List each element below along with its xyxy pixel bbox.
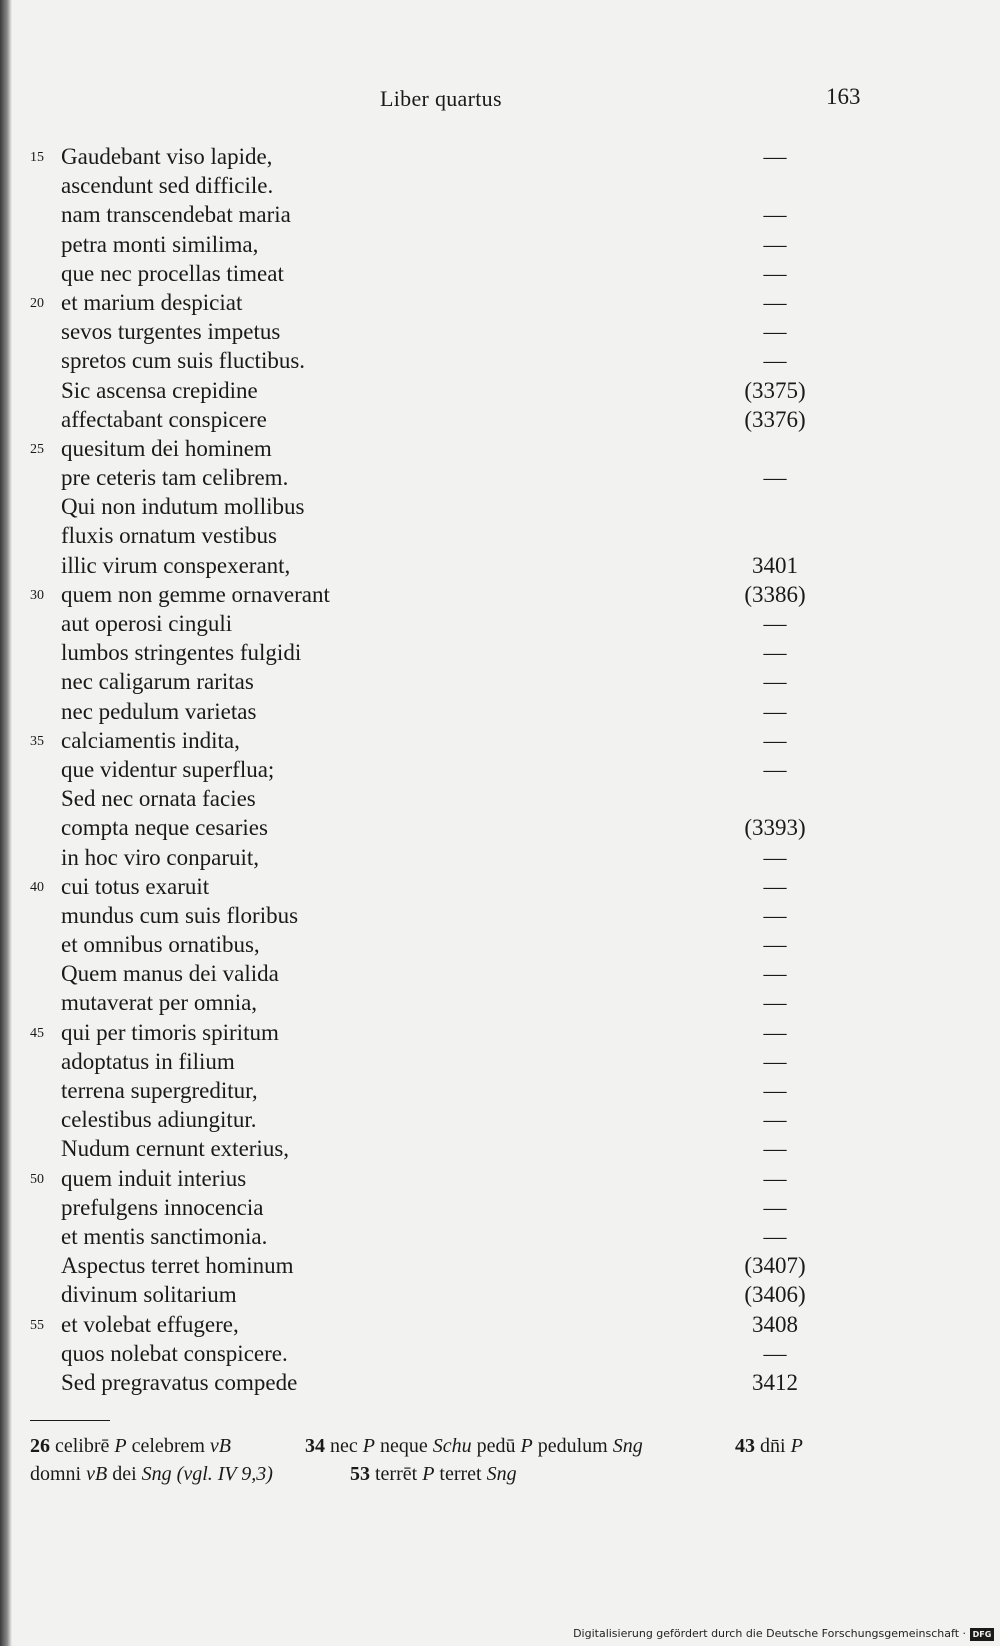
line-number: 20 [30, 295, 44, 311]
verse-text: cui totus exaruit [61, 873, 210, 899]
verse-text: pre ceteris tam celibrem. [61, 465, 289, 491]
verse-text: fluxis ornatum vestibus [61, 523, 277, 549]
note-siglum: P [790, 1435, 803, 1457]
note-reading: terrēt [375, 1463, 418, 1485]
line-number: 30 [30, 587, 44, 603]
apparatus-row [30, 1460, 870, 1488]
verse-text: qui per timoris spiritum [61, 1019, 279, 1045]
line-number: 25 [30, 441, 44, 457]
verse-line [30, 1368, 830, 1397]
verse-line [30, 1164, 830, 1193]
concordance-reference: — [763, 698, 787, 724]
concordance-reference: — [763, 231, 787, 257]
verse-text: et marium despiciat [61, 289, 243, 315]
line-number: 45 [30, 1025, 44, 1041]
concordance-reference: — [763, 260, 787, 286]
verse-line [30, 1310, 830, 1339]
verse-line [30, 230, 830, 259]
note-reading: terret [439, 1463, 482, 1485]
concordance-reference: 3412 [752, 1369, 798, 1395]
verse-line [30, 638, 830, 667]
concordance-reference: — [763, 727, 787, 753]
note-line-number: 34 [305, 1435, 325, 1457]
note-siglum: Sng (vgl. IV 9,3) [141, 1463, 273, 1485]
verse-text: que nec procellas timeat [61, 260, 284, 286]
verse-text: mutaverat per omnia, [61, 990, 258, 1016]
verse-line [30, 1222, 830, 1251]
running-header-title: Liber quartus [380, 86, 502, 111]
digitization-credit: Digitalisierung gefördert durch die Deutsche Forschungsgemeinschaft · [573, 1627, 966, 1640]
verse-text: et volebat effugere, [61, 1311, 239, 1337]
verse-text: lumbos stringentes fulgidi [61, 640, 302, 666]
verse-text: et omnibus ornatibus, [61, 932, 260, 958]
concordance-reference: — [763, 611, 787, 636]
note-reading: celibrē [55, 1435, 110, 1457]
note-siglum: vB [209, 1435, 231, 1457]
concordance-reference: — [763, 844, 787, 870]
verse-line [30, 1193, 830, 1222]
concordance-reference: (3393) [744, 815, 806, 841]
concordance-reference: — [763, 144, 787, 169]
note-line-number: 53 [350, 1463, 370, 1485]
verse-text: Gaudebant viso lapide, [61, 144, 273, 169]
note-reading: domni [30, 1463, 82, 1485]
verse-text: calciamentis indita, [61, 727, 240, 753]
verse-line [30, 317, 830, 346]
verse-line [30, 755, 830, 784]
concordance-reference: — [763, 1048, 787, 1074]
dfg-logo: DFG [970, 1628, 994, 1641]
line-number: 15 [30, 150, 44, 165]
concordance-reference: — [763, 319, 787, 345]
verse-line [30, 988, 830, 1017]
concordance-reference: (3376) [744, 406, 806, 432]
concordance-reference: — [763, 669, 787, 695]
verse-line [30, 288, 830, 317]
verse-text: quesitum dei hominem [61, 435, 272, 461]
verse-text: Nudum cernunt exterius, [61, 1136, 290, 1162]
verse-text: illic virum conspexerant, [61, 552, 291, 578]
verse-line [30, 1105, 830, 1134]
verse-line [30, 813, 830, 842]
verse-line [30, 521, 830, 550]
verse-line [30, 200, 830, 229]
apparatus-note-34 [305, 1432, 643, 1460]
verse-text: sevos turgentes impetus [61, 319, 281, 345]
apparatus-note-26 [30, 1432, 231, 1460]
verse-line [30, 784, 830, 813]
note-line-number: 43 [735, 1435, 755, 1457]
concordance-reference: — [763, 1107, 787, 1133]
verse-text: compta neque cesaries [61, 815, 268, 841]
verse-line [30, 1339, 830, 1368]
verse-text: prefulgens innocencia [61, 1194, 264, 1220]
note-reading: dei [112, 1463, 137, 1485]
verse-text: nec caligarum raritas [61, 669, 254, 695]
critical-apparatus [30, 1432, 870, 1488]
concordance-reference: — [763, 1194, 787, 1220]
concordance-reference: (3407) [744, 1253, 806, 1279]
note-siglum: Sng [486, 1463, 517, 1485]
note-reading: neque [379, 1435, 428, 1457]
verse-text: adoptatus in filium [61, 1048, 235, 1074]
concordance-reference: — [763, 756, 787, 782]
line-number: 35 [30, 733, 44, 749]
concordance-reference: — [763, 873, 787, 899]
concordance-reference: — [763, 1019, 787, 1045]
verse-line [30, 1076, 830, 1105]
concordance-reference: 3408 [752, 1311, 798, 1337]
note-reading: pedū [476, 1435, 516, 1457]
verse-text: in hoc viro conparuit, [61, 844, 260, 870]
verse-line [30, 1134, 830, 1163]
verse-line [30, 171, 830, 200]
verse-text: aut operosi cinguli [61, 611, 233, 636]
verse-line [30, 1018, 830, 1047]
concordance-reference: — [763, 289, 787, 315]
verse-text: Qui non indutum mollibus [61, 494, 305, 520]
verse-line [30, 1280, 830, 1309]
concordance-reference: (3375) [744, 377, 806, 403]
note-siglum: P [422, 1463, 435, 1485]
concordance-reference: — [763, 961, 787, 987]
note-reading: nec [330, 1435, 358, 1457]
verse-line [30, 376, 830, 405]
concordance-reference: (3386) [744, 581, 806, 607]
verse-text: divinum solitarium [61, 1282, 237, 1308]
verse-line [30, 492, 830, 521]
note-line-number: 26 [30, 1435, 50, 1457]
note-siglum: P [114, 1435, 127, 1457]
verse-list [30, 142, 830, 1397]
concordance-reference: — [763, 202, 787, 228]
line-number: 40 [30, 879, 44, 895]
page-binding-shadow [0, 0, 12, 1646]
concordance-reference: (3406) [744, 1282, 806, 1308]
concordance-reference: — [763, 465, 787, 491]
verse-line [30, 843, 830, 872]
concordance-reference: — [763, 1165, 787, 1191]
concordance-reference: — [763, 640, 787, 666]
verse-line [30, 872, 830, 901]
verse-text: Sed pregravatus compede [61, 1369, 298, 1395]
concordance-reference: — [763, 902, 787, 928]
verse-line [30, 434, 830, 463]
verse-text: Sic ascensa crepidine [61, 377, 258, 403]
concordance-reference: — [763, 1340, 787, 1366]
line-number: 55 [30, 1317, 44, 1333]
note-siglum: Sng [612, 1435, 643, 1457]
verse-line [30, 259, 830, 288]
apparatus-note-53 [350, 1460, 517, 1488]
note-siglum: P [520, 1435, 533, 1457]
concordance-reference: — [763, 990, 787, 1016]
verse-line [30, 901, 830, 930]
verse-text: mundus cum suis floribus [61, 902, 299, 928]
note-siglum: Schu [432, 1435, 472, 1457]
verse-line [30, 580, 830, 609]
note-reading: celebrem [131, 1435, 205, 1457]
footnote-divider [30, 1420, 110, 1421]
concordance-reference: — [763, 1078, 787, 1103]
verse-line [30, 142, 830, 171]
concordance-reference: — [763, 932, 787, 958]
verse-line [30, 930, 830, 959]
verse-text: quem induit interius [61, 1165, 247, 1191]
verse-line [30, 1047, 830, 1076]
verse-text: Quem manus dei valida [61, 961, 279, 987]
verse-line [30, 551, 830, 580]
verse-line [30, 697, 830, 726]
verse-line [30, 463, 830, 492]
verse-text: quos nolebat conspicere. [61, 1340, 288, 1366]
verse-line [30, 609, 830, 638]
verse-text: ascendunt sed difficile. [61, 173, 274, 199]
verse-text: Aspectus terret hominum [61, 1253, 294, 1279]
verse-line [30, 959, 830, 988]
concordance-reference: — [763, 1136, 787, 1162]
apparatus-note-43 [735, 1432, 803, 1460]
verse-text: et mentis sanctimonia. [61, 1223, 268, 1249]
verse-text: petra monti similima, [61, 231, 259, 257]
concordance-reference: — [763, 1223, 787, 1249]
apparatus-row [30, 1432, 870, 1460]
verse-line [30, 726, 830, 755]
verse-line [30, 667, 830, 696]
page-number: 163 [826, 84, 861, 109]
note-siglum: vB [86, 1463, 108, 1485]
concordance-reference: 3401 [752, 552, 798, 578]
line-number: 50 [30, 1171, 44, 1187]
verse-line [30, 1251, 830, 1280]
apparatus-note-43-continued [30, 1460, 273, 1488]
note-reading: pedulum [537, 1435, 608, 1457]
verse-text: celestibus adiungitur. [61, 1107, 257, 1133]
verse-line [30, 405, 830, 434]
verse-text: spretos cum suis fluctibus. [61, 348, 306, 374]
verse-text: terrena supergreditur, [61, 1078, 258, 1103]
concordance-reference: — [763, 348, 787, 374]
note-siglum: P [362, 1435, 375, 1457]
verse-text: nam transcendebat maria [61, 202, 291, 228]
verse-line [30, 346, 830, 375]
verse-text: nec pedulum varietas [61, 698, 257, 724]
note-reading: dn̄i [760, 1435, 786, 1457]
verse-text: quem non gemme ornaverant [61, 581, 330, 607]
verse-text: affectabant conspicere [61, 406, 267, 432]
verse-text: Sed nec ornata facies [61, 786, 256, 812]
verse-text: que videntur superflua; [61, 756, 275, 782]
